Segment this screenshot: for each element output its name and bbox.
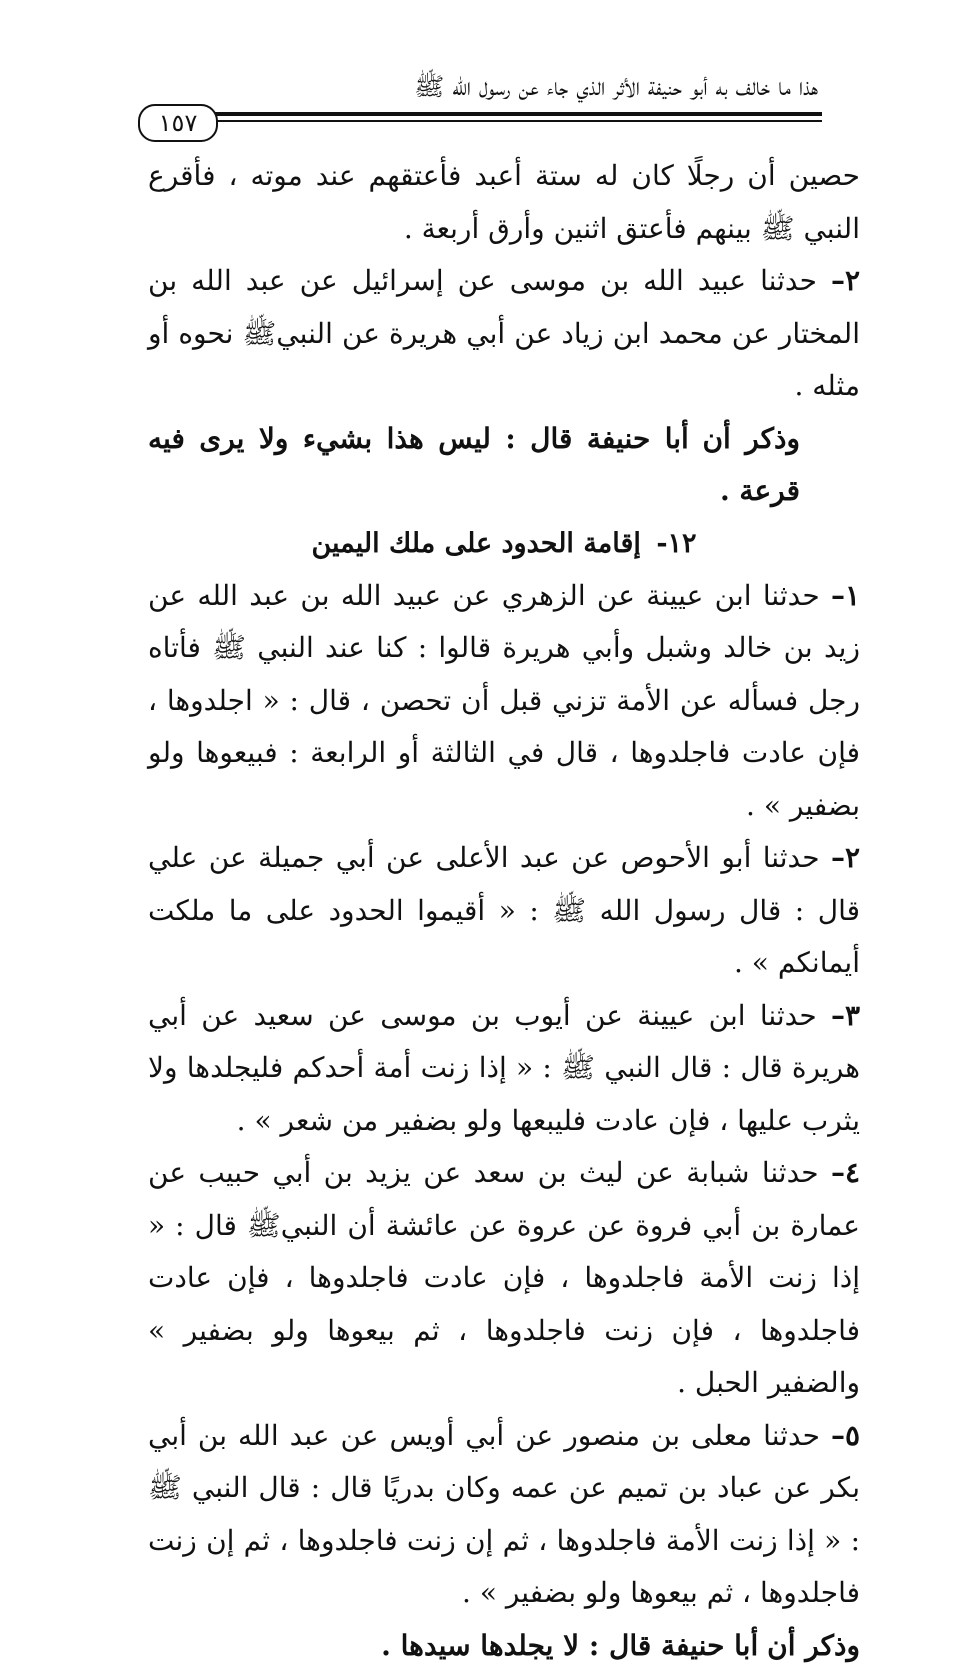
hadith-paragraph xyxy=(148,255,860,413)
page-body xyxy=(148,150,860,1672)
hadith-text: حدثنا أبو الأحوص عن عبد الأعلى عن أبي جميلة عن علي قال : قال رسول الله ﷺ : « أقيموا الحدود على ما ملكت أيمانكم » . xyxy=(148,841,860,979)
hadith-paragraph xyxy=(148,570,860,833)
section-heading xyxy=(148,518,860,570)
hadith-text: حدثنا معلى بن منصور عن أبي أويس عن عبد الله بن أبي بكر عن عباد بن تميم عن عمه وكان بدريًا قال : قال النبي ﷺ : « إذا زنت الأمة فاجلدوها ، ثم إن زنت فاجلدوها ، ثم إن زنت فاجلدوها ، ثم بيعوها ولو بضفير » . xyxy=(148,1419,860,1610)
hadith-number: ٢– xyxy=(831,264,860,297)
abu-hanifa-opinion xyxy=(148,413,860,518)
hadith-text: حدثنا شبابة عن ليث بن سعد عن يزيد بن أبي حبيب عن عمارة بن أبي فروة عن عروة عن عائشة أن النبيﷺ قال : « إذا زنت الأمة فاجلدوها ، فإن عادت فاجلدوها ، فإن عادت فاجلدوها ، فإن زنت فاجلدوها ، ثم بيعوها ولو بضفير » والضفير الحبل . xyxy=(148,1156,860,1399)
running-header-title: هذا ما خالف به أبو حنيفة الأثر الذي جاء عن رسول الله ﷺ xyxy=(258,70,818,104)
paragraph-text: حصين أن رجلًا كان له ستة أعبد فأعتقهم عند موته ، فأقرع النبي ﷺ بينهم فأعتق اثنين وأرق أربعة . xyxy=(148,159,860,245)
hadith-paragraph xyxy=(148,1147,860,1410)
section-number: ١٢- xyxy=(650,528,696,559)
hadith-number: ٣– xyxy=(831,999,860,1032)
hadith-text: حدثنا ابن عيينة عن أيوب بن موسى عن سعيد عن أبي هريرة قال : قال النبي ﷺ : « إذا زنت أمة أحدكم فليجلدها ولا يثرب عليها ، فإن عادت فليبعها ولو بضفير من شعر » . xyxy=(148,999,860,1137)
opinion-text: أبا حنيفة قال : لا يجلدها سيدها . xyxy=(381,1629,758,1662)
header-rule-thick xyxy=(196,112,822,116)
hadith-paragraph xyxy=(148,832,860,990)
opinion-lead: وذكر أن xyxy=(702,422,800,455)
hadith-text: حدثنا عبيد الله بن موسى عن إسرائيل عن عبد الله بن المختار عن محمد ابن زياد عن أبي هريرة عن النبيﷺ نحوه أو مثله . xyxy=(148,264,860,402)
opinion-lead: وذكر أن xyxy=(767,1629,860,1662)
hadith-number: ٤– xyxy=(831,1156,860,1189)
hadith-number: ٢– xyxy=(831,841,860,874)
header-rule-thin xyxy=(196,120,822,122)
paragraph-continuation xyxy=(148,150,860,255)
section-title: إقامة الحدود على ملك اليمين xyxy=(311,528,640,559)
hadith-number: ٥– xyxy=(831,1419,860,1452)
hadith-text: حدثنا ابن عيينة عن الزهري عن عبيد الله بن عبد الله عن زيد بن خالد وشبل وأبي هريرة قالوا : كنا عند النبي ﷺ فأتاه رجل فسأله عن الأمة تزني قبل أن تحصن ، قال : « اجلدوها ، فإن عادت فاجلدوها ، قال في الثالثة أو الرابعة : فبيعوها ولو بضفير » . xyxy=(148,579,860,822)
page-number-badge: ١٥٧ xyxy=(138,104,218,142)
hadith-paragraph xyxy=(148,1410,860,1620)
hadith-paragraph xyxy=(148,990,860,1148)
hadith-number: ١– xyxy=(831,579,860,612)
opinion-text: أبا حنيفة قال : ليس هذا بشيء ولا يرى فيه قرعة . xyxy=(148,422,800,508)
abu-hanifa-opinion xyxy=(148,1620,860,1672)
